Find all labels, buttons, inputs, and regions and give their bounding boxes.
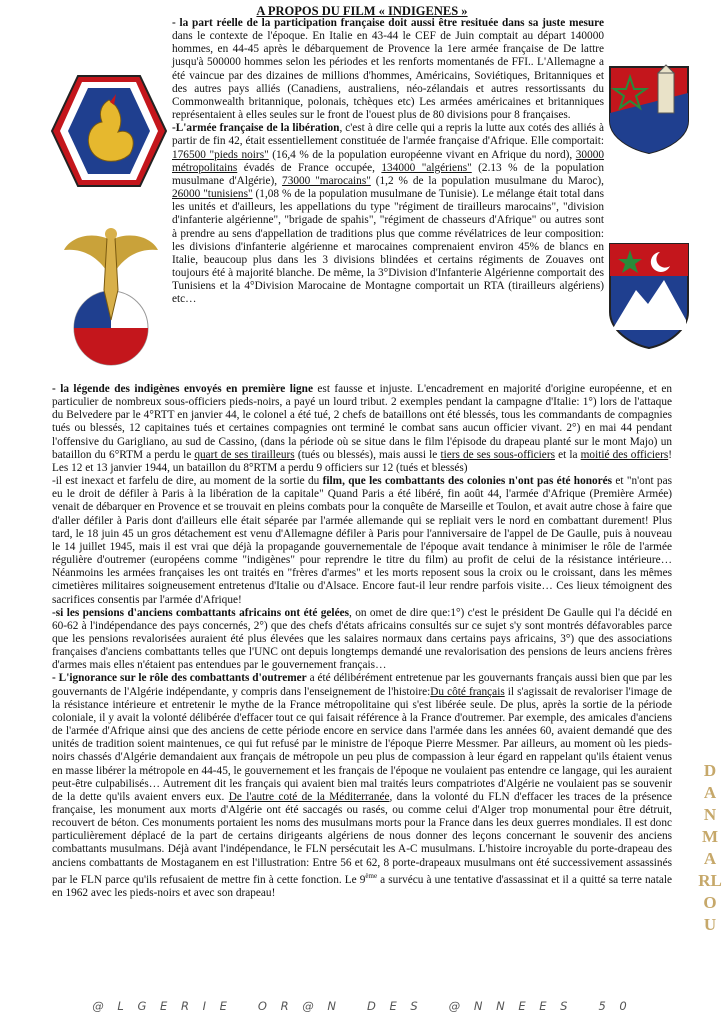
- watermark-signature: DANMARLOU: [698, 761, 722, 934]
- figure-marocains: 73000 "marocains": [282, 174, 371, 187]
- insignia-winged-victory: [60, 220, 162, 370]
- paragraph-pensions: -si les pensions d'anciens combattants africains ont été gelées, on omet de dire que:1°) c'est le président De Gaulle qui l'a décidé en 60-62 à l'indépendance des pays concernés, 2°) que des chefs d'états africains consultés sur ce sujet s'y sont montrés défavorables parce que les pensions revalorisées auraient été plus élevées que les salaires normaux dans certains pays africains, 3°) que des associations françaises d'anciens combattants telles que l'UNC ont depuis longtemps demandé une revalorisation des pensions de leurs anciens frères d'armes mais elles n'étaient pas entendues par le gouvernement français…: [52, 606, 673, 672]
- intro-text-block: [172, 17, 604, 306]
- paragraph-ignorance: - L'ignorance sur le rôle des combattants d'outremer a été délibérément entretenue par les gouvernants français aussi bien que par les gouvernants de l'Algérie indépendante, y compris dans l'enseignement de l'histoire:Du côté français il s'agissait de revaloriser l'image de la résistance intérieure et entretenir le mythe de la France métropolitaine qui s'est libérée seule. De plus, après la sortie de la période coloniale, il y avait la volonté délibérée d'effacer tout ce qui faisait référence à la France d'outremer. Par exemple, des amicales d'anciens de l'armée d'Afrique ainsi que des anciens de cette période encore en service dans l'armée dans les années 60, avaient demandé que des unités de tradition soient maintenues, ce qui fut refusé par le ministre de l'époque Pierre Messmer. Par ailleurs, au moment où les pieds-noirs chassés d'Algérie demandaient aux français de métropole un peu plus de compassion à leur égard en rappelant qu'ils étaient venus en masse libérer la métropole en 44-45, le gouvernement et les français de l'époque ne voulaient pas entendre ce langage, qui les auraient peut-être culpabilisés… Autrement dit les français qui avaient bien mal traités leurs compatriotes d'Algérie ne voulaient pas se souvenir de la dette qu'ils avaient envers eux. De l'autre coté de la Méditerranée, dans la volonté du FLN d'effacer les traces de la présence française, les monument aux morts d'Algérie ont été saccagés ou rasés, ou comme celui d'Alger trop monumental pour être détruit, recouvert de béton. Ces monuments portaient les noms des musulmans morts pour la France dans les deux guerres mondiales. Il est donc particulièrement déplacé de la part de certains dirigeants algériens de nous donner des leçons concernant le souvenir des anciens combattants musulmans. Déjà avant l'indépendance, le FLN persécutait les A-C musulmans. L'histoire incroyable du porte-drapeau des anciens combattants de Mostaganem en est l'illustration: Entre 56 et 62, 8 porte-drapeaux musulmans ont été successivement assassinés par le FLN parce qu'ils refusaient de mettre fin à cette fonction. Le 9ème a survécu à une tentative d'assassinat et il a quitté sa terre natale en 1962 avec les pieds-noirs et avec son drapeau!: [52, 672, 673, 899]
- main-text-block: [52, 383, 672, 900]
- lead-participation: - la part réelle de la participation française doit aussi être resituée dans sa juste mesure: [172, 17, 604, 29]
- lead-armee-liberation: -L'armée française de la libération: [172, 122, 340, 135]
- figure-metropolitains: 30000 métropolitains: [172, 148, 605, 174]
- paragraph-armee-liberation: -L'armée française de la libération, c'est à dire celle qui a repris la lutte aux cotés des alliés à partir de fin 42, était essentiellement constituée de l'armée française d'Afrique. Elle comportait: 176500 "pieds noirs" (16,4 % de la population européenne vivant en Afrique du nord), 30000 métropolitains évadés de France occupée, 134000 "algériens" (2.13 % de la population musulmane d'Algérie), 73000 "marocains" (1,2 % de la population musulmane du Maroc), 26000 "tunisiens" (1,08 % de la population musulmane de Tunisie). Le mélange était total dans les unités et d'ailleurs, les appellations du type "régiment de tirailleurs marocains", "division d'infanterie algérienne", "brigade de spahis", "régiment de chasseurs d'Afrique" ou autres sont à prendre au sens d'appellation de traditions plus que comme révélatrices de leur composition: les divisions d'infanterie algérienne et marocaines comprenaient environ 45% de blancs en Italie, beaucoup plus dans les 3 divisions blindées et certains régiments de Zouaves ont toujours été à majorité blanche. De même, la 3°Division d'Infanterie Algérienne comportait des Tunisiens et la 4°Division Marocaine de Montagne comportait un RTA (tirailleurs algériens) etc…: [172, 122, 605, 306]
- lead-defile: film, que les combattants des colonies n'ont pas été honorés: [322, 475, 613, 488]
- insignia-mountain-shield: [606, 240, 692, 352]
- lead-pensions: -si les pensions d'anciens combattants africains ont été gelées: [52, 606, 349, 619]
- figure-pieds-noirs: 176500 "pieds noirs": [172, 148, 269, 161]
- figure-algeriens: 134000 "algériens": [381, 161, 472, 174]
- paragraph-participation: - la part réelle de la participation française doit aussi être resituée dans sa juste mesure dans le contexte de l'époque. En Italie en 43-44 le CEF de Juin comptait au départ 140000 hommes, en 44-45 après le débarquement de Provence la 1ere armée française de De lattre jusqu'à 500000 hommes selon les périodes et les renforts momentanés de FFI.. L'Allemagne a été vaincue par des dizaines de millions d'hommes, Américains, Soviétiques, Britanniques et des autres pays alliés (Canadiens, australiens, néo-zélandais et autres ressortissants du Commonwealth britannique, polonais, tchèques etc) Les armées américaines et britanniques représentaient à elles seules sur le front de l'ouest plus de 80 divisions pour 8 françaises.: [172, 17, 604, 122]
- insignia-crest-shield: [606, 63, 692, 155]
- insignia-rooster-badge: [50, 72, 168, 190]
- figure-tunisiens: 26000 "tunisiens": [172, 188, 253, 201]
- paragraph-legende: - la légende des indigènes envoyés en première ligne est fausse et injuste. L'encadrement en majorité d'origine européenne, et en particulier de nombreux sous-officiers pieds-noirs, a payé un lourd tribut. 2 exemples pendant la campagne d'Italie: 1°) lors de l'attaque du Belvedere par le 4°RTT en janvier 44, le colonel a été tué, 2 chefs de bataillons ont été blessés, tous les commandants de compagnies tués ou blessés, 12 capitaines tués et certaines compagnies ont terminé le combat sans aucun officier vivant. 2°) en mai 44 pendant l'offensive du Garigliano, au sud de Cassino, (dans la période où se situe dans le film l'épisode du drapeau planté sur le mont Majo) un bataillon du 6°RTM a perdu le quart de ses tirailleurs (tués ou blessés), mais aussi le tiers de ses sous-officiers et la moitié des officiers! Les 12 et 13 janvier 1944, un bataillon du 8°RTM a perdu 9 officiers sur 12 (tués et blessés): [52, 383, 672, 474]
- lead-ignorance: - L'ignorance sur le rôle des combattants d'outremer: [52, 672, 307, 685]
- page-title: A PROPOS DU FILM « INDIGENES »: [256, 4, 468, 18]
- paragraph-defile: -il est inexact et farfelu de dire, au moment de la sortie du film, que les combattants des colonies n'ont pas été honorés et "n'ont pas eu le droit de défiler à Paris à la libération de la capitale" Quand Paris a été libéré, fin août 44, l'armée d'Afrique (Première Armée) venait de débarquer en Provence et se trouvait en pleins combats pour la conquête de Marseille et Toulon, et avait autre chose à faire que d'aller défiler à Paris dont d'ailleurs elle était séparée par l'armée allemande qui se repliait vers le nord en combattant durement! Plus tard, le 18 juin 45 un gros détachement est venu d'Allemagne défiler à Paris pour l'anniversaire de l'appel de De Gaulle, puis à nouveau le 14 juillet 1945, mais il est vrai que déjà la propagande gouvernementale de l'époque avait tendance à minimiser le rôle de l'armée régulière d'outremer (européens comme "indigènes" pour reprendre le titre du film) au profit de celui de la résistance intérieure… Néanmoins les armées françaises les ont traités en "frères d'armes" et les morts reposent sous la croix ou le croissant, dans les mêmes cimetières militaires soigneusement entretenus d'Italie ou d'Alsace. Encore faut-il leur rendre parfois visite… Ces lieux témoignent des sacrifices consentis par l'armée d'Afrique!: [52, 475, 672, 606]
- lead-legende: - la légende des indigènes envoyés en première ligne: [52, 383, 313, 395]
- footer-site-name: @ L G E R I E O R @ N D E S @ N N E E S 5 0: [92, 999, 632, 1013]
